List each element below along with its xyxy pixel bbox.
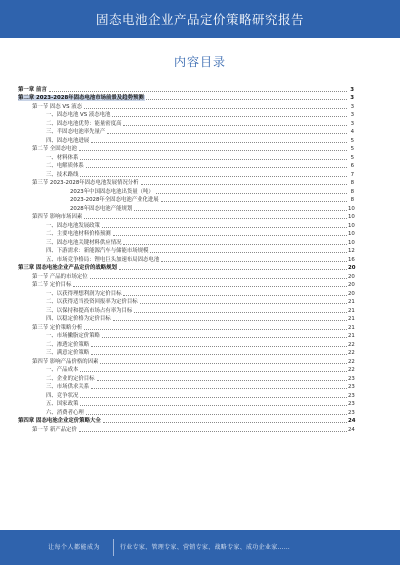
toc-entry[interactable] (18, 229, 354, 238)
toc-entry[interactable] (18, 169, 354, 178)
toc-leader-dots (84, 108, 347, 109)
toc-entry[interactable] (18, 356, 354, 365)
toc-entry[interactable] (18, 220, 354, 229)
toc-entry-page: 8 (350, 180, 354, 186)
toc-entry-page: 12 (348, 248, 355, 254)
toc-entry-page: 22 (348, 358, 355, 365)
toc-entry-page: 22 (348, 367, 355, 373)
toc-leader-dots (161, 201, 347, 202)
toc-entry[interactable] (18, 254, 354, 263)
toc-entry-label: 三、固态电池关键材料供应情况 (46, 239, 122, 246)
toc-leader-dots (103, 422, 347, 423)
toc-entry[interactable] (18, 314, 354, 323)
toc-entry-page: 23 (348, 401, 355, 407)
toc-entry-label: 一、以获得理想利润为定价目标 (46, 290, 122, 297)
toc-entry-label: 五、国家政策 (46, 401, 79, 407)
toc-entry[interactable] (18, 93, 354, 102)
toc-entry-label: 第一节 新产品定价 (32, 426, 77, 433)
toc-entry-label: 2028年固态电池产能规划 (70, 205, 133, 212)
toc-entry-page: 5 (350, 137, 354, 144)
toc-entry-page: 3 (350, 120, 354, 127)
toc-leader-dots (150, 252, 347, 253)
toc-leader-dots (112, 116, 347, 117)
toc-leader-dots (146, 99, 347, 100)
toc-leader-dots (80, 405, 347, 406)
toc-leader-dots (97, 380, 347, 381)
toc-entry-page: 3 (350, 103, 354, 110)
toc-entry[interactable] (18, 161, 354, 170)
toc-entry-label: 一、市场撇脂定价策略 (46, 333, 100, 339)
toc-entry[interactable] (18, 288, 354, 297)
toc-entry-page: 10 (348, 239, 355, 246)
toc-entry-label: 第二章 2023-2028年固态电池市场前景及趋势预测 (18, 95, 144, 101)
toc-entry-label: 三、以保持和提高市场占有率为目标 (46, 307, 133, 314)
toc-entry-label: 第四节 影响产品价格的因素 (32, 358, 99, 365)
toc-leader-dots (113, 320, 347, 321)
toc-leader-dots (80, 371, 347, 372)
toc-entry-label: 四、固态电池进展 (46, 137, 90, 144)
toc-entry[interactable] (18, 424, 354, 433)
toc-leader-dots (123, 125, 347, 126)
toc-entry-label: 三、市场供求关系 (46, 384, 90, 390)
toc-entry-page: 20 (348, 273, 355, 280)
toc-leader-dots (84, 218, 347, 219)
toc-entry-label: 一、固态电池 VS 液态电池 (46, 112, 111, 118)
toc-leader-dots (161, 261, 347, 262)
toc-leader-dots (113, 235, 347, 236)
toc-entry-page: 21 (348, 307, 355, 314)
toc-entry-page: 8 (350, 188, 354, 195)
toc-entry-page: 21 (348, 299, 355, 305)
toc-heading: 内容目录 (173, 55, 226, 69)
toc-entry-page: 10 (348, 214, 355, 220)
toc-entry-label: 第三节 2023-2028年固态电池发展情况分析 (32, 180, 139, 186)
toc-entry[interactable] (18, 237, 354, 246)
toc-entry-page: 20 (348, 290, 355, 297)
toc-entry-label: 一、固态电池发展政策 (46, 222, 100, 229)
toc-leader-dots (91, 142, 347, 143)
toc-entry-page: 23 (348, 375, 355, 382)
table-of-contents (18, 84, 354, 530)
toc-entry-label: 四、下游需求：新能源汽车与储能市场规模 (46, 248, 149, 254)
toc-entry-page: 21 (348, 316, 355, 322)
footer-slogan: 让每个人都能成为 (48, 544, 101, 551)
toc-leader-dots (80, 159, 347, 160)
toc-entry-label: 2023-2028年全固态电池产业化进展 (70, 197, 159, 203)
toc-leader-dots (73, 286, 347, 287)
toc-leader-dots (141, 184, 347, 185)
toc-entry[interactable] (18, 331, 354, 340)
toc-entry[interactable] (18, 195, 354, 204)
toc-entry-label: 四、以稳定价格为定价目标 (46, 316, 111, 322)
toc-entry-page: 3 (350, 112, 354, 118)
toc-leader-dots (91, 388, 347, 389)
toc-leader-dots (119, 269, 347, 270)
toc-entry[interactable] (18, 152, 354, 161)
toc-entry-page: 22 (348, 350, 355, 356)
toc-entry-label: 第三章 固态电池企业产品定价的战略规划 (18, 265, 117, 271)
toc-entry[interactable] (18, 280, 354, 289)
toc-entry[interactable] (18, 127, 354, 136)
toc-entry[interactable] (18, 212, 354, 221)
toc-entry-label: 二、主要电池材料价格预测 (46, 231, 111, 237)
toc-entry[interactable] (18, 110, 354, 119)
toc-entry-label: 二、企业的定价目标 (46, 375, 95, 382)
report-header (0, 0, 400, 38)
toc-leader-dots (100, 363, 347, 364)
toc-leader-dots (91, 354, 347, 355)
toc-leader-dots (134, 210, 347, 211)
toc-entry-label: 第四章 固态电池企业定价策略大全 (18, 418, 101, 424)
toc-entry-page: 5 (350, 146, 354, 152)
toc-entry-label: 六、消费者心理 (46, 409, 84, 416)
toc-entry-label: 三、技术路线 (46, 171, 79, 178)
toc-entry-label: 第二节 定价目标 (32, 282, 72, 288)
toc-entry-page: 8 (350, 197, 354, 203)
toc-leader-dots (156, 193, 347, 194)
toc-entry[interactable] (18, 390, 354, 399)
toc-leader-dots (84, 329, 347, 330)
toc-entry[interactable] (18, 84, 354, 93)
toc-entry[interactable] (18, 246, 354, 255)
toc-entry-label: 二、渗透定价策略 (46, 341, 90, 348)
toc-entry-label: 一、材料体系 (46, 154, 79, 161)
toc-entry[interactable] (18, 348, 354, 357)
toc-entry[interactable] (18, 322, 354, 331)
toc-entry[interactable] (18, 135, 354, 144)
toc-entry-label: 二、以获得适当投资回报率为定价目标 (46, 299, 138, 305)
toc-entry-page: 4 (350, 129, 354, 135)
toc-entry[interactable] (18, 407, 354, 416)
toc-entry[interactable] (18, 416, 354, 425)
toc-entry-label: 一、产品成本 (46, 367, 79, 373)
toc-entry[interactable] (18, 271, 354, 280)
toc-entry-label: 2023年中国固态电池出货量（吨） (70, 188, 154, 195)
toc-entry-label: 二、固态电池优势：能量密度高 (46, 120, 122, 127)
toc-leader-dots (134, 312, 347, 313)
toc-leader-dots (123, 295, 347, 296)
toc-entry[interactable] (18, 305, 354, 314)
toc-entry-label: 四、竞争状况 (46, 392, 79, 399)
toc-entry[interactable] (18, 399, 354, 408)
toc-entry[interactable] (18, 373, 354, 382)
toc-entry-page: 23 (348, 384, 355, 390)
toc-leader-dots (140, 303, 347, 304)
toc-entry-page: 24 (348, 426, 355, 433)
toc-entry-page: 3 (350, 86, 354, 93)
toc-entry-page: 23 (348, 392, 355, 399)
toc-entry-page: 24 (348, 418, 356, 424)
toc-entry-page: 10 (348, 231, 355, 237)
toc-entry-page: 21 (348, 324, 355, 331)
toc-leader-dots (102, 227, 347, 228)
toc-leader-dots (107, 133, 347, 134)
toc-entry-page: 16 (348, 256, 355, 263)
toc-entry-label: 三、满意定价策略 (46, 350, 90, 356)
toc-entry-page: 7 (350, 171, 354, 178)
toc-entry-label: 第四节 影响市场因素 (32, 214, 83, 220)
toc-leader-dots (86, 167, 347, 168)
report-title: 固态电池企业产品定价策略研究报告 (95, 12, 304, 27)
toc-entry[interactable] (18, 203, 354, 212)
toc-leader-dots (90, 278, 347, 279)
toc-leader-dots (80, 176, 347, 177)
footer-roles: 行业专家、管理专家、营销专家、战略专家、成功企业家…… (120, 544, 291, 551)
toc-entry[interactable] (18, 186, 354, 195)
toc-entry-label: 第一节 产品的市场定位 (32, 273, 88, 280)
toc-entry-page: 22 (348, 341, 355, 348)
toc-entry[interactable] (18, 101, 354, 110)
toc-entry-page: 23 (348, 409, 355, 416)
toc-leader-dots (123, 244, 347, 245)
toc-entry[interactable] (18, 144, 354, 153)
toc-entry[interactable] (18, 178, 354, 187)
toc-entry-page: 20 (348, 282, 355, 288)
toc-entry[interactable] (18, 365, 354, 374)
toc-entry-page: 20 (348, 265, 356, 271)
toc-leader-dots (49, 91, 347, 92)
toc-entry[interactable] (18, 382, 354, 391)
toc-leader-dots (79, 150, 347, 151)
toc-entry-page: 10 (348, 222, 355, 229)
toc-entry-page: 10 (348, 205, 355, 212)
toc-entry-page: 21 (348, 333, 355, 339)
toc-entry[interactable] (18, 339, 354, 348)
toc-leader-dots (80, 397, 347, 398)
toc-entry-label: 第三节 定价策略分析 (32, 324, 83, 331)
toc-entry-label: 五、市场竞争格局：锂电巨头加速布局固态电池 (46, 256, 160, 263)
footer-divider (113, 539, 114, 556)
toc-leader-dots (102, 337, 347, 338)
toc-entry-label: 第一章 前言 (18, 86, 47, 93)
toc-entry-page: 3 (350, 95, 354, 101)
toc-entry-label: 三、半固态电池率先量产 (46, 129, 106, 135)
toc-entry-label: 第二节 全固态电池 (32, 146, 77, 152)
toc-entry[interactable] (18, 297, 354, 306)
toc-leader-dots (86, 414, 347, 415)
toc-entry-label: 二、电解质体系 (46, 163, 84, 169)
toc-leader-dots (79, 431, 347, 432)
toc-entry-label: 第一节 固态 VS 液态 (32, 103, 82, 110)
toc-entry[interactable] (18, 263, 354, 272)
toc-entry[interactable] (18, 118, 354, 127)
toc-leader-dots (91, 346, 347, 347)
toc-entry-page: 6 (350, 163, 354, 169)
toc-entry-page: 5 (350, 154, 354, 161)
report-footer (0, 530, 400, 565)
